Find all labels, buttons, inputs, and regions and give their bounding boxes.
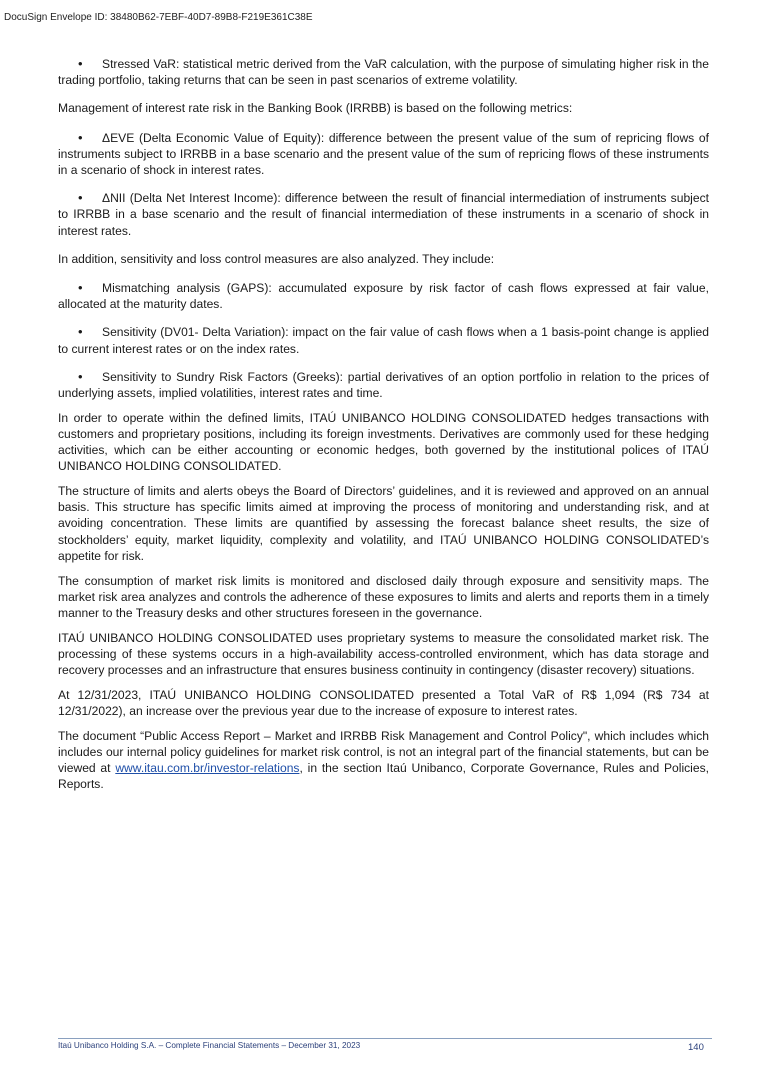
bullet-icon: • [78,368,83,384]
bullet-icon: • [78,280,83,296]
bullet-icon: • [78,129,83,145]
report-text-end: , in the section Itaú Unibanco, Corporate Governance, Rules and Policies, Reports. [58,761,710,792]
bullet-icon: • [78,324,83,340]
footer-title: Itaú Unibanco Holding S.A. – Complete Financial Statements – December 31, 2023 [58,1041,361,1050]
bullet-text: Stressed VaR: statistical metric derived from the VaR calculation, with the purpose of simulating higher risk in the trading portfolio, taking returns that can be seen in past scenarios of extreme volatility. [58,57,709,88]
paragraph-limits-consumption: The consumption of market risk limits is monitored and disclosed daily through exposure and sensitivity maps. The market risk area analyzes and controls the adherence of these exposures to limits and alerts and reports them in a timely manner to the Treasury desks and other structures foreseen in the governance. [58,573,709,620]
bullet-delta-eve [58,130,709,179]
report-text-start: The document “Public Access Report – Market and IRRBB Risk Management and Control Policy", which includes which includes our internal policy guidelines for market risk control, is not an integral part of the financial statements, but can be viewed at [58,728,709,776]
bullet-text: Sensitivity (DV01- Delta Variation): impact on the fair value of cash flows when a 1 basis-point change is applied to current interest rates or on the index rates. [58,325,709,356]
paragraph-irrbb-intro: Management of interest rate risk in the Banking Book (IRRBB) is based on the following metrics: [58,101,573,116]
investor-relations-link[interactable]: www.itau.com.br/investor-relations [115,761,300,776]
bullet-icon: • [78,190,83,206]
bullet-icon: • [78,56,83,71]
footer-divider [58,1038,712,1039]
bullet-mismatching [58,280,709,312]
bullet-text: Sensitivity to Sundry Risk Factors (Greeks): partial derivatives of an option portfolio in relation to the prices of underlying assets, implied volatilities, interest rates and time. [58,369,709,401]
bullet-text: ΔEVE (Delta Economic Value of Equity): difference between the present value of the sum of repricing flows of instruments subject to IRRBB in a base scenario and the present value of the sum of repricing flows of these instruments in a scenario of shock in interest rates. [58,130,709,178]
bullet-greeks [58,369,709,401]
paragraph-total-var: At 12/31/2023, ITAÚ UNIBANCO HOLDING CONSOLIDATED presented a Total VaR of R$ 1,094 (R$ 734 at 12/31/2022), an increase over the previous year due to the increase of exposure to interest rates. [58,687,709,718]
bullet-text: Mismatching analysis (GAPS): accumulated exposure by risk factor of cash flows expressed at fair value, allocated at the maturity dates. [58,281,709,312]
paragraph-hedging: In order to operate within the defined limits, ITAÚ UNIBANCO HOLDING CONSOLIDATED hedges transactions with customers and proprietary positions, including its foreign investments. Derivatives are commonly used for these hedging activities, which can be either accounting or economic hedges, both governed by the institutional polices of ITAÚ UNIBANCO HOLDING CONSOLIDATED. [58,410,709,474]
document-body [58,56,709,801]
paragraph-proprietary-systems: ITAÚ UNIBANCO HOLDING CONSOLIDATED uses proprietary systems to measure the consolidated market risk. The processing of these systems occurs in a high-availability access-controlled environment, which has data storage and recovery processes and an infrastructure that ensures business continuity in contingency (disaster recovery) situations. [58,630,709,678]
bullet-dv01 [58,324,709,356]
docusign-envelope-id: DocuSign Envelope ID: 38480B62-7EBF-40D7-89B8-F219E361C38E [4,12,313,23]
bullet-text: ΔNII (Delta Net Interest Income): difference between the result of financial intermediation of instruments subject to IRRBB in a base scenario and the result of financial intermediation of these instruments in a scenario of shock in interest rates. [58,191,709,238]
page-number: 140 [688,1042,704,1053]
paragraph-sensitivity-intro: In addition, sensitivity and loss control measures are also analyzed. They include: [58,251,495,266]
bullet-delta-nii [58,190,709,239]
paragraph-public-access-report [58,728,709,793]
bullet-stressed-var [58,56,709,88]
paragraph-limits-structure: The structure of limits and alerts obeys the Board of Directors’ guidelines, and it is reviewed and approved on an annual basis. This structure has specific limits aimed at improving the process of monitoring and understanding risk, and at avoiding concentration. These limits are quantified by assessing the forecast balance sheet results, the size of stockholders’ equity, market liquidity, complexity and volatility, and ITAÚ UNIBANCO HOLDING CONSOLIDATED’s appetite for risk. [58,484,709,563]
